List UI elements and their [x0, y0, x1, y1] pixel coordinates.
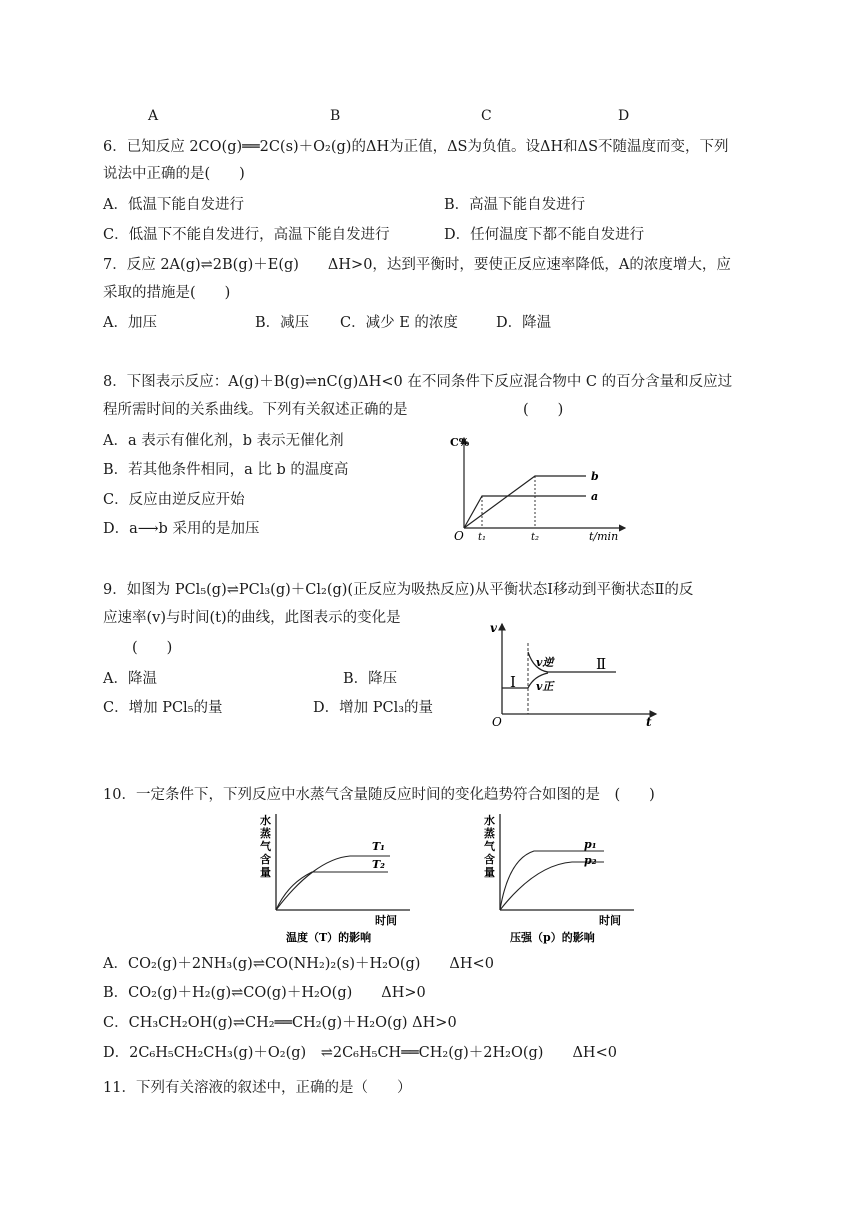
q7-option-a: A．加压	[103, 315, 157, 331]
top-option-a: A	[148, 108, 159, 124]
q10r-curve-p2-label: p₂	[584, 854, 597, 867]
q8-curve-b-label: b	[591, 470, 599, 483]
q7-option-c: C．减少 E 的浓度	[340, 315, 458, 331]
q8-option-a: A．a 表示有催化剂，b 表示无催化剂	[103, 433, 344, 449]
q8-option-b: B．若其他条件相同，a 比 b 的温度高	[103, 462, 349, 478]
q8-y-label: C%	[450, 436, 470, 449]
q10r-caption: 压强（p）的影响	[510, 931, 595, 944]
q10l-x-label: 时间	[375, 914, 397, 927]
top-option-c: C	[481, 108, 492, 124]
q9-v-rev-label: v逆	[536, 656, 554, 669]
q6-option-d: D．任何温度下都不能自发进行	[444, 227, 645, 243]
q10-option-b: B．CO₂(g)＋H₂(g)⇌CO(g)＋H₂O(g) ΔH>0	[103, 985, 426, 1001]
q9-option-c: C．增加 PCl₅的量	[103, 700, 223, 716]
q10l-curve-t2-label: T₂	[372, 858, 386, 871]
q7-stem-line1: 7．反应 2A(g)⇌2B(g)＋E(g) ΔH>0，达到平衡时，要使正反应速率降低，A的浓度增大，应	[103, 257, 731, 273]
q9-y-label: v	[490, 621, 497, 635]
q7-option-d: D．降温	[496, 315, 552, 331]
q10l-curve-t2	[276, 872, 388, 910]
q9-v-fwd-label: v正	[536, 680, 554, 693]
q9-option-b: B．降压	[343, 671, 398, 687]
q9-x-label: t	[646, 715, 652, 729]
q9-stem-line2: 应速率(v)与时间(t)的曲线，此图表示的变化是	[103, 610, 401, 626]
q10r-curve-p1-label: p₁	[584, 838, 597, 851]
q10-option-c: C．CH₃CH₂OH(g)⇌CH₂══CH₂(g)＋H₂O(g) ΔH>0	[103, 1015, 457, 1031]
q10r-y-label: 水 蒸 气 含 量	[484, 814, 495, 879]
q10-option-d: D．2C₆H₅CH₂CH₃(g)＋O₂(g) ⇌2C₆H₅CH══CH₂(g)＋2H₂O(g) ΔH<0	[103, 1045, 617, 1061]
q9-state2-label: Ⅱ	[596, 655, 607, 673]
q7-stem-line2: 采取的措施是( )	[103, 285, 231, 301]
q9-state1-label: Ⅰ	[510, 673, 516, 691]
q8-origin: O	[454, 529, 464, 543]
q10l-curve-t1-label: T₁	[372, 840, 386, 853]
q8-x-label: t/min	[589, 530, 619, 543]
q10-graph-temperature	[252, 810, 428, 948]
q10-stem-line1: 10．一定条件下，下列反应中水蒸气含量随反应时间的变化趋势符合如图的是 ( )	[103, 787, 655, 803]
q10-option-a: A．CO₂(g)＋2NH₃(g)⇌CO(NH₂)₂(s)＋H₂O(g) ΔH<0	[103, 956, 494, 972]
q8-option-c: C．反应由逆反应开始	[103, 492, 245, 508]
q6-stem-line1: 6．已知反应 2CO(g)══2C(s)＋O₂(g)的ΔH为正值，ΔS为负值。设ΔH和ΔS不随温度而变，下列	[103, 139, 729, 155]
q6-stem-line2: 说法中正确的是( )	[103, 166, 245, 182]
q11-stem-line1: 11．下列有关溶液的叙述中，正确的是（ ）	[103, 1080, 412, 1096]
q8-answer-paren: ( )	[523, 402, 564, 418]
q8-t1-label: t₁	[478, 532, 487, 543]
q8-stem-line1: 8．下图表示反应：A(g)＋B(g)⇌nC(g)ΔH<0 在不同条件下反应混合物中 C 的百分含量和反应过	[103, 374, 733, 390]
q9-origin: O	[492, 715, 502, 729]
q8-graph	[440, 430, 640, 545]
q8-option-d: D．a⟶b 采用的是加压	[103, 521, 260, 537]
q8-curve-a-label: a	[591, 490, 599, 503]
q6-option-c: C．低温下不能自发进行，高温下能自发进行	[103, 227, 390, 243]
q10r-x-label: 时间	[599, 914, 621, 927]
q9-graph	[488, 618, 666, 730]
q10r-curve-p2	[500, 862, 604, 910]
q10l-caption: 温度（T）的影响	[286, 931, 372, 944]
q10l-y-label: 水 蒸 气 含 量	[260, 814, 271, 879]
q6-option-a: A．低温下能自发进行	[103, 197, 244, 213]
q8-t2-label: t₂	[531, 532, 540, 543]
top-option-b: B	[330, 108, 341, 124]
q8-stem-line2: 程所需时间的关系曲线。下列有关叙述正确的是	[103, 402, 408, 418]
q9-option-d: D．增加 PCl₃的量	[313, 700, 434, 716]
q9-stem-line1: 9．如图为 PCl₅(g)⇌PCl₃(g)＋Cl₂(g)(正反应为吸热反应)从平衡状态Ⅰ移动到平衡状态Ⅱ的反	[103, 582, 694, 598]
q9-option-a: A．降温	[103, 671, 157, 687]
q9-answer-paren: ( )	[132, 640, 173, 656]
q10-graph-pressure	[476, 810, 652, 948]
q7-option-b: B．减压	[255, 315, 310, 331]
q6-option-b: B．高温下能自发进行	[444, 197, 586, 213]
top-option-d: D	[618, 108, 630, 124]
